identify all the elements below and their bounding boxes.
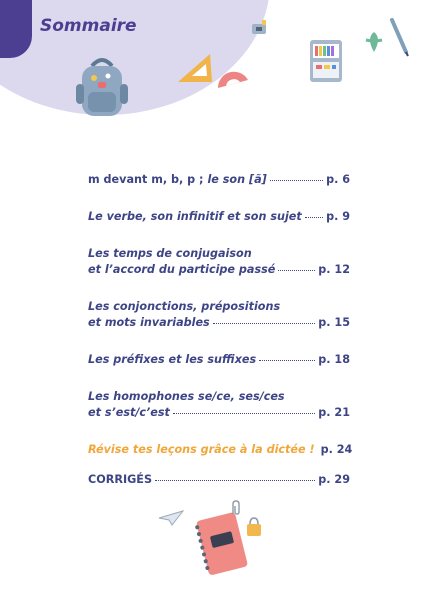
set-square-icon <box>176 52 214 84</box>
toc-label-line: et l’accord du participe passé <box>88 263 276 276</box>
toc-entry[interactable] <box>88 299 350 331</box>
toc-label-line: et s’est/c’est <box>88 406 170 419</box>
toc-entry[interactable] <box>88 472 350 488</box>
toc-label: Les préfixes et les suffixes <box>88 353 257 366</box>
toc-entry[interactable] <box>88 172 350 188</box>
toc-label-line: Les homophones se/ce, ses/ces <box>88 390 285 403</box>
pencil-icon <box>388 18 412 58</box>
toc-leader <box>213 323 316 324</box>
paper-plane-icon <box>158 510 184 526</box>
toc-label-italic: le son [ã] <box>207 173 267 186</box>
toc-page: p. 29 <box>318 473 350 486</box>
toc-page: p. 6 <box>326 173 350 186</box>
toc-page: p. 12 <box>318 263 350 276</box>
notebook-icon <box>192 508 250 580</box>
toc-page: p. 15 <box>318 316 350 329</box>
toc-label: Le verbe, son infinitif et son sujet <box>88 210 302 223</box>
toc-leader <box>305 217 323 218</box>
toc-page: p. 24 <box>320 443 353 456</box>
toc-label-line: Les temps de conjugaison <box>88 247 252 260</box>
binder-clip-icon <box>244 516 264 538</box>
table-of-contents <box>88 172 353 488</box>
toc-label: Révise tes leçons grâce à la dictée ! <box>88 443 315 456</box>
toc-entry[interactable] <box>88 246 350 278</box>
toc-page: p. 21 <box>318 406 350 419</box>
toc-page: p. 9 <box>326 210 350 223</box>
toc-entry[interactable] <box>88 352 350 368</box>
header-tab <box>0 0 32 58</box>
toc-leader <box>259 360 315 361</box>
toc-leader <box>270 180 323 181</box>
paperclip-icon <box>230 500 242 516</box>
toc-leader <box>173 413 315 414</box>
toc-leader <box>278 270 315 271</box>
toc-label: m devant m, b, p ; <box>88 173 208 186</box>
toc-leader <box>155 480 315 481</box>
toc-page: p. 18 <box>318 353 350 366</box>
toc-label: CORRIGÉS <box>88 473 152 486</box>
sharpener-icon <box>250 20 270 38</box>
toc-label-line: et mots invariables <box>88 316 210 329</box>
toc-entry[interactable] <box>88 442 353 458</box>
paint-box-icon <box>308 38 344 84</box>
backpack-icon <box>74 54 130 120</box>
toc-entry[interactable] <box>88 389 350 421</box>
leaf-icon <box>364 30 384 54</box>
toc-label-line: Les conjonctions, prépositions <box>88 300 281 313</box>
protractor-icon <box>216 62 250 90</box>
page-title: Sommaire <box>40 16 137 36</box>
toc-entry[interactable] <box>88 209 350 225</box>
